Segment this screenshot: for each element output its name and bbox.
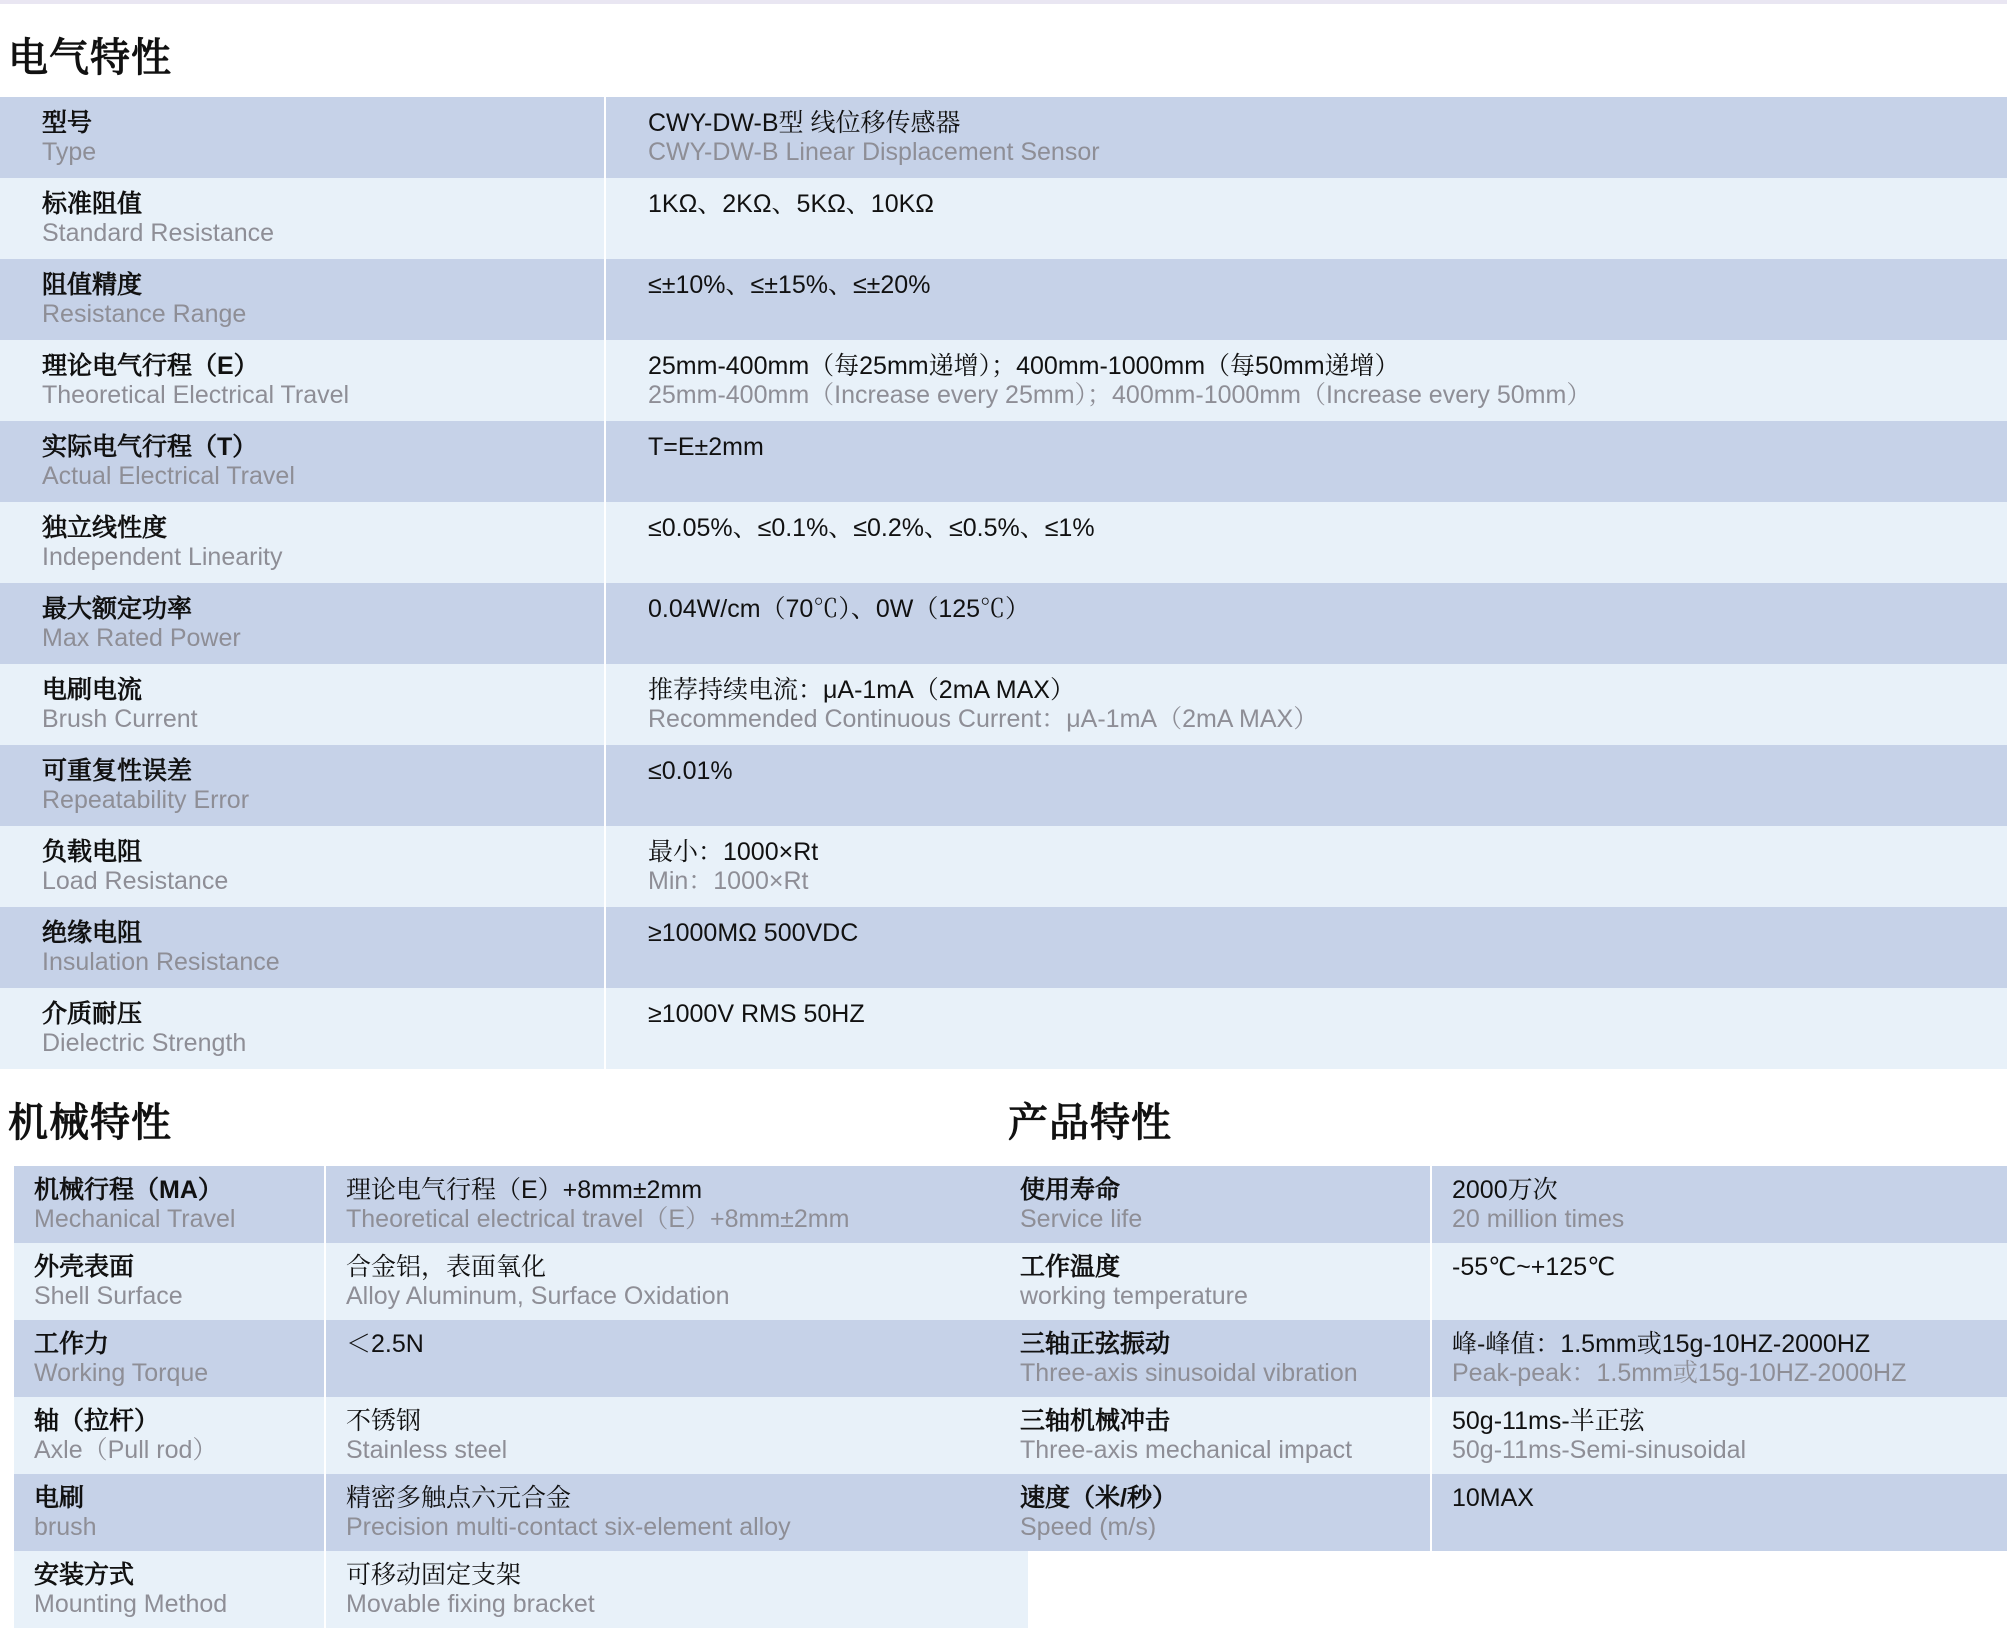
table-row [14,1474,1028,1551]
row-label-cell [14,1474,325,1551]
row-label-en: Independent Linearity [42,542,283,571]
table-row [0,583,2007,664]
row-label-cell [14,1166,325,1243]
row-label-en: Speed (m/s) [1020,1512,1157,1541]
row-value-cn: ≤0.01% [648,757,733,785]
table-row [0,907,2007,988]
row-value-cn: 10MAX [1452,1484,1534,1512]
row-label-cell [14,1243,325,1320]
mechanical-section-title: 机械特性 [8,1101,172,1145]
row-value-en: Recommended Continuous Current：μA-1mA（2mA MAX） [648,704,1319,733]
row-value-cn: 1KΩ、2KΩ、5KΩ、10KΩ [648,190,934,218]
row-value-cell [605,907,2007,988]
row-label-cell [0,583,605,664]
row-label-cell [0,421,605,502]
row-value-cn: 最小：1000×Rt [648,838,819,866]
row-value-cell [605,502,2007,583]
row-label-cell [0,340,605,421]
table-row [0,745,2007,826]
table-row [1000,1397,2007,1474]
row-value-cell [325,1320,1028,1397]
row-value-cell [1431,1243,2007,1320]
page-content [0,4,2007,1628]
product-section-title: 产品特性 [1008,1101,1172,1145]
row-label-cn: 电刷 [34,1484,85,1512]
row-label-cell [0,178,605,259]
table-row [14,1243,1028,1320]
row-label-cn: 速度（米/秒） [1020,1484,1177,1512]
row-label-en: working temperature [1020,1281,1248,1310]
mechanical-title-wrap [0,1069,1000,1162]
table-row [14,1551,1028,1628]
row-value-en: 50g-11ms-Semi-sinusoidal [1452,1435,1747,1464]
table-row [0,178,2007,259]
row-label-en: Three-axis sinusoidal vibration [1020,1358,1358,1387]
row-label-cell [14,1397,325,1474]
row-label-en: Mechanical Travel [34,1204,236,1233]
row-value-en: 25mm-400mm（Increase every 25mm）；400mm-1000mm（Increase every 50mm） [648,380,1592,409]
row-value-en: Precision multi-contact six-element alloy [346,1512,791,1541]
row-value-cn: 合金铝，表面氧化 [346,1253,547,1281]
row-label-en: Load Resistance [42,866,229,895]
row-value-cn: CWY-DW-B型 线位移传感器 [648,109,961,137]
row-value-cn: 可移动固定支架 [346,1561,522,1589]
electrical-section-title: 电气特性 [8,36,172,80]
row-label-cn: 介质耐压 [42,1000,143,1028]
row-value-cell [1431,1397,2007,1474]
row-value-cell [605,340,2007,421]
row-label-en: Type [42,137,97,166]
row-label-en: Repeatability Error [42,785,250,814]
row-label-en: Actual Electrical Travel [42,461,295,490]
row-value-cell [325,1243,1028,1320]
row-label-en: Standard Resistance [42,218,275,247]
table-row [1000,1320,2007,1397]
row-label-cell [0,988,605,1069]
row-label-en: Three-axis mechanical impact [1020,1435,1353,1464]
row-label-cn: 独立线性度 [42,514,168,542]
row-value-cell [1431,1320,2007,1397]
row-label-cn: 绝缘电阻 [42,919,143,947]
table-row [14,1320,1028,1397]
row-label-cell [0,745,605,826]
row-value-cn: 25mm-400mm（每25mm递增）；400mm-1000mm（每50mm递增） [648,352,1400,380]
row-value-cn: ≥1000V RMS 50HZ [648,1000,865,1028]
row-value-cn: 理论电气行程（E）+8mm±2mm [346,1176,703,1204]
row-value-cell [605,259,2007,340]
row-value-cn: 峰-峰值：1.5mm或15g-10HZ-2000HZ [1452,1330,1871,1358]
row-label-cell [1000,1397,1431,1474]
row-value-cell [605,664,2007,745]
row-value-en: Peak-peak：1.5mm或15g-10HZ-2000HZ [1452,1358,1907,1387]
row-value-cn: 不锈钢 [346,1407,422,1435]
row-label-en: Working Torque [34,1358,209,1387]
row-label-cell [0,97,605,178]
mechanical-specs-table [14,1166,1028,1628]
row-label-cell [0,664,605,745]
row-label-en: Theoretical Electrical Travel [42,380,350,409]
row-label-cn: 工作力 [34,1330,110,1358]
row-value-cell [325,1397,1028,1474]
row-value-cell [1431,1166,2007,1243]
row-label-en: Shell Surface [34,1281,183,1310]
mechanical-column [0,1166,1000,1628]
row-value-cn: ≤0.05%、≤0.1%、≤0.2%、≤0.5%、≤1% [648,514,1095,542]
row-value-cell [605,178,2007,259]
row-value-cell [325,1474,1028,1551]
table-row [0,826,2007,907]
row-value-cell [605,97,2007,178]
row-label-cell [1000,1474,1431,1551]
product-specs-table [1000,1166,2007,1551]
row-label-cn: 实际电气行程（T） [42,433,258,461]
row-value-cn: 0.04W/cm（70℃）、0W（125℃） [648,595,1031,623]
row-label-en: Mounting Method [34,1589,228,1618]
table-row [0,502,2007,583]
row-label-cn: 最大额定功率 [42,595,193,623]
row-label-cell [14,1551,325,1628]
table-row [0,988,2007,1069]
product-column [1000,1166,2007,1628]
row-label-cell [0,259,605,340]
table-row [0,97,2007,178]
row-value-cn: ≥1000MΩ 500VDC [648,919,859,947]
row-value-en: 20 million times [1452,1204,1625,1233]
product-title-wrap [1000,1069,2007,1162]
table-row [1000,1243,2007,1320]
row-label-cn: 工作温度 [1020,1253,1121,1281]
row-value-en: Stainless steel [346,1435,508,1464]
table-row [1000,1166,2007,1243]
table-row [0,664,2007,745]
row-value-cell [605,421,2007,502]
row-label-cell [0,907,605,988]
row-label-cell [1000,1166,1431,1243]
row-label-cn: 理论电气行程（E） [42,352,259,380]
row-label-cell [14,1320,325,1397]
row-value-cell [325,1551,1028,1628]
row-label-cn: 使用寿命 [1020,1176,1121,1204]
row-label-cn: 三轴正弦振动 [1020,1330,1171,1358]
row-value-en: Theoretical electrical travel（E）+8mm±2mm [346,1204,850,1233]
table-row [14,1166,1028,1243]
row-label-cell [0,502,605,583]
row-label-cn: 电刷电流 [42,676,143,704]
row-value-cn: ≤±10%、≤±15%、≤±20% [648,271,931,299]
table-row [1000,1474,2007,1551]
row-label-cn: 标准阻值 [42,190,143,218]
row-value-cn: ＜2.5N [346,1330,424,1358]
row-label-cn: 轴（拉杆） [34,1407,160,1435]
row-value-cell [605,988,2007,1069]
row-label-en: Resistance Range [42,299,247,328]
row-label-en: Brush Current [42,704,198,733]
electrical-specs-table [0,97,2007,1069]
row-value-en: Min：1000×Rt [648,866,809,895]
row-label-en: Dielectric Strength [42,1028,247,1057]
row-label-cell [0,826,605,907]
row-label-cn: 三轴机械冲击 [1020,1407,1171,1435]
row-value-cell [605,583,2007,664]
row-value-cell [605,745,2007,826]
row-label-cn: 型号 [42,109,93,137]
row-value-cn: T=E±2mm [648,433,764,461]
table-row [14,1397,1028,1474]
row-label-en: Max Rated Power [42,623,241,652]
row-label-en: Axle（Pull rod） [34,1435,218,1464]
row-value-en: Alloy Aluminum, Surface Oxidation [346,1281,730,1310]
row-label-cell [1000,1243,1431,1320]
row-label-cn: 阻值精度 [42,271,143,299]
row-value-cell [605,826,2007,907]
row-label-cn: 安装方式 [34,1561,135,1589]
row-value-cn: -55℃~+125℃ [1452,1253,1616,1281]
row-value-cell [325,1166,1028,1243]
table-row [0,340,2007,421]
row-value-cn: 2000万次 [1452,1176,1558,1204]
table-row [0,421,2007,502]
table-row [0,259,2007,340]
row-label-en: Service life [1020,1204,1143,1233]
row-label-cell [1000,1320,1431,1397]
row-label-cn: 外壳表面 [34,1253,135,1281]
row-value-cn: 推荐持续电流：μA-1mA（2mA MAX） [648,676,1075,704]
row-label-cn: 机械行程（MA） [34,1176,223,1204]
bottom-tables [0,1166,2007,1628]
row-label-cn: 可重复性误差 [42,757,193,785]
row-value-en: Movable fixing bracket [346,1589,595,1618]
row-value-en: CWY-DW-B Linear Displacement Sensor [648,137,1100,166]
row-value-cn: 精密多触点六元合金 [346,1484,572,1512]
row-label-en: brush [34,1512,97,1541]
row-label-en: Insulation Resistance [42,947,280,976]
row-value-cn: 50g-11ms-半正弦 [1452,1407,1645,1435]
bottom-section-titles [0,1069,2007,1162]
row-label-cn: 负载电阻 [42,838,143,866]
row-value-cell [1431,1474,2007,1551]
